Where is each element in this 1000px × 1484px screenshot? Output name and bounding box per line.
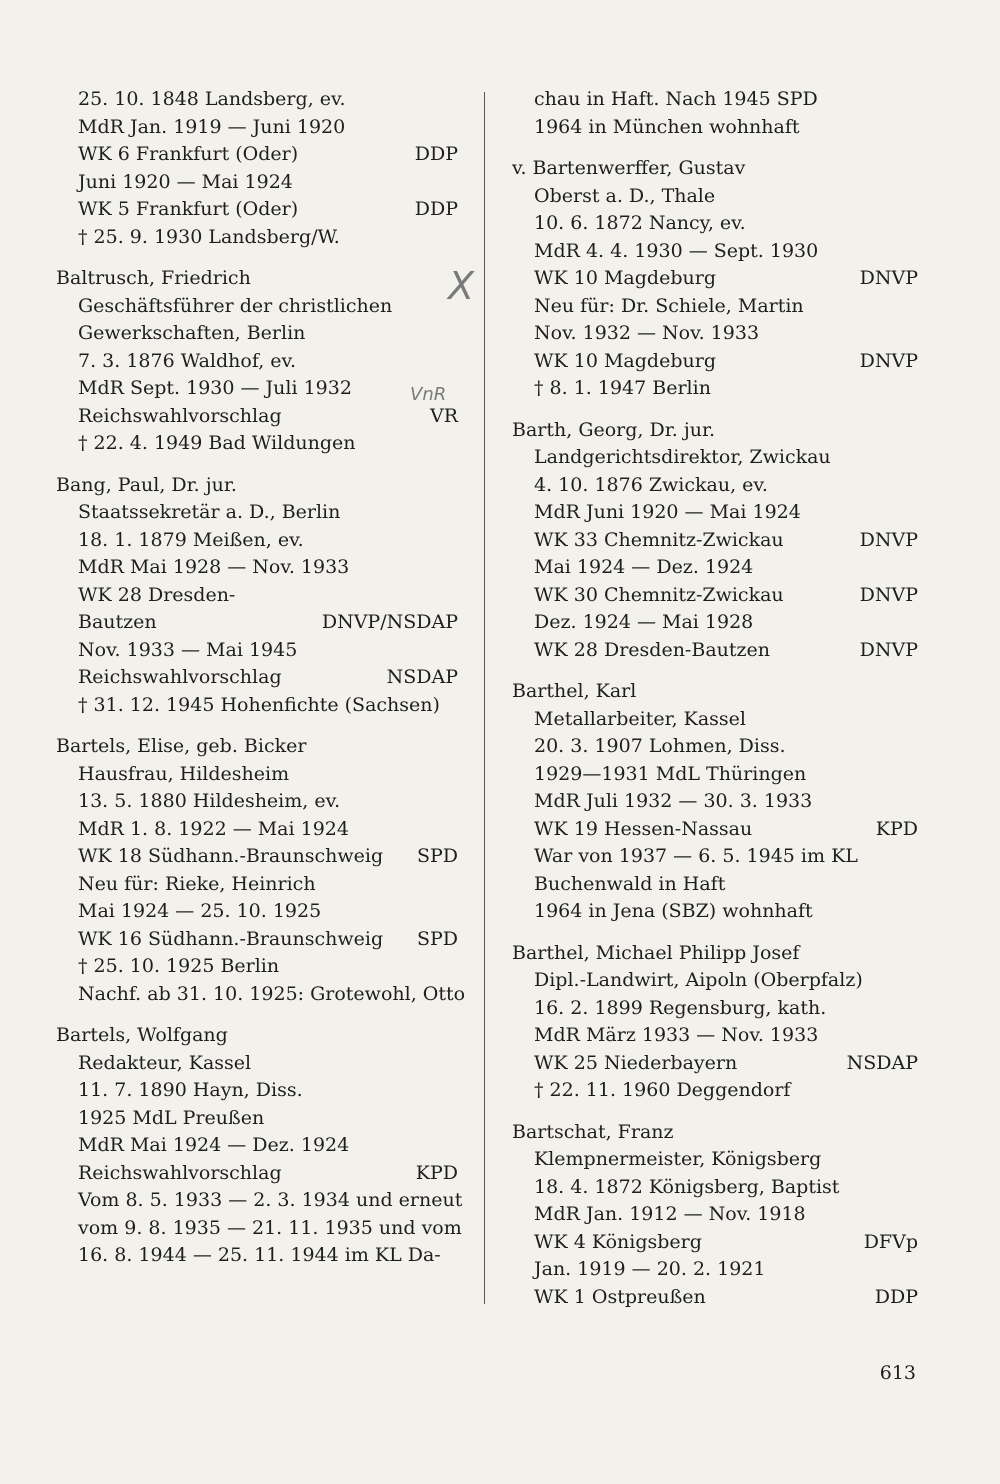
entry-detail-line <box>512 967 918 995</box>
entry-detail-line <box>56 981 466 1009</box>
line-text: Reichswahlvorschlag <box>78 1161 282 1184</box>
entry-detail-line <box>56 196 458 224</box>
line-text: Baltrusch, Friedrich <box>56 267 251 289</box>
entry-detail-line <box>56 609 458 637</box>
line-text: Bautzen <box>78 611 157 633</box>
entry-detail-line <box>56 664 458 692</box>
line-text: Mai 1924 — Dez. 1924 <box>534 556 754 578</box>
entry-detail-line <box>56 1105 458 1133</box>
line-text: MdR Juni 1920 — Mai 1924 <box>534 501 801 523</box>
party-label: DNVP <box>859 349 918 372</box>
line-text: WK 16 Südhann.-Braunschweig <box>78 927 384 950</box>
entry-detail-line <box>56 403 458 431</box>
entry-detail-line <box>56 761 458 789</box>
entry-detail-line <box>56 871 458 899</box>
entry-detail-line <box>512 706 918 734</box>
entry-name-line <box>512 1119 918 1147</box>
line-text: Oberst a. D., Thale <box>534 184 716 207</box>
line-text: WK 5 Frankfurt (Oder) <box>78 198 299 220</box>
column-divider <box>484 92 485 1304</box>
entry-detail-line <box>512 1050 918 1078</box>
entry-detail-line <box>512 293 918 321</box>
entry-detail-line <box>56 1132 458 1160</box>
entry-detail-line <box>512 898 918 926</box>
entry-detail-line <box>512 871 918 899</box>
line-text: MdR Jan. 1919 — Juni 1920 <box>78 115 346 138</box>
entry-detail-line <box>512 1022 918 1050</box>
line-text: Bartschat, Franz <box>512 1120 674 1143</box>
line-text: MdR Sept. 1930 — Juli 1932 <box>78 377 352 399</box>
line-text: 16. 8. 1944 — 25. 11. 1944 im KL Da- <box>78 1244 441 1266</box>
line-text: vom 9. 8. 1935 — 21. 11. 1935 und vom <box>78 1216 462 1239</box>
party-label: DFVp <box>863 1230 918 1253</box>
line-text: 7. 3. 1876 Waldhof, ev. <box>78 349 297 372</box>
line-text: Reichswahlvorschlag <box>78 666 282 688</box>
line-text: Barthel, Michael Philipp Josef <box>512 941 800 964</box>
entry-detail-line <box>512 472 918 500</box>
line-text: Redakteur, Kassel <box>78 1051 252 1074</box>
line-text: 18. 1. 1879 Meißen, ev. <box>78 528 304 551</box>
party-label: DNVP/NSDAP <box>321 611 458 633</box>
line-text: Bartels, Wolfgang <box>56 1024 228 1046</box>
entry-detail-line <box>512 995 918 1023</box>
line-text: 1964 in München wohnhaft <box>534 115 800 138</box>
line-text: MdR 4. 4. 1930 — Sept. 1930 <box>534 239 819 262</box>
entry-detail-line <box>56 293 458 321</box>
entry-detail-line <box>56 320 458 348</box>
line-text: Bartels, Elise, geb. Bicker <box>56 735 307 757</box>
line-text: MdR Mai 1924 — Dez. 1924 <box>78 1134 350 1156</box>
entry-detail-line <box>512 1284 918 1312</box>
line-text: WK 30 Chemnitz-Zwickau <box>534 583 784 606</box>
line-text: Hausfrau, Hildesheim <box>78 762 290 785</box>
party-label: KPD <box>875 817 918 840</box>
line-text: 20. 3. 1907 Lohmen, Diss. <box>534 735 786 757</box>
entry-detail-line <box>56 114 458 142</box>
party-label: DNVP <box>859 638 918 661</box>
line-text: WK 10 Magdeburg <box>534 349 716 372</box>
line-text: WK 4 Königsberg <box>534 1230 702 1253</box>
entry-detail-line <box>512 86 918 114</box>
entry-detail-line <box>512 788 918 816</box>
line-text: MdR Jan. 1912 — Nov. 1918 <box>534 1203 806 1225</box>
entry-detail-line <box>56 788 458 816</box>
entry-detail-line <box>56 554 458 582</box>
biography-entry <box>512 1119 918 1312</box>
entry-detail-line <box>512 1077 918 1105</box>
line-text: 4. 10. 1876 Zwickau, ev. <box>534 473 768 496</box>
line-text: Neu für: Dr. Schiele, Martin <box>534 294 804 317</box>
line-text: Nov. 1932 — Nov. 1933 <box>534 322 760 344</box>
line-text: † 31. 12. 1945 Hohenfichte (Sachsen) <box>78 693 440 716</box>
entry-detail-line <box>56 348 458 376</box>
biography-entry <box>512 86 918 141</box>
party-label: NSDAP <box>846 1051 918 1074</box>
line-text: 1925 MdL Preußen <box>78 1106 265 1129</box>
line-text: † 22. 11. 1960 Deggendorf <box>534 1079 791 1101</box>
entry-detail-line <box>512 554 918 582</box>
line-text: 10. 6. 1872 Nancy, ev. <box>534 212 746 234</box>
entry-detail-line <box>56 430 458 458</box>
line-text: Bang, Paul, Dr. jur. <box>56 473 237 496</box>
right-column <box>512 86 918 1325</box>
entry-detail-line <box>512 1229 918 1257</box>
line-text: v. Bartenwerffer, Gustav <box>512 157 746 179</box>
line-text: Nov. 1933 — Mai 1945 <box>78 638 298 661</box>
biography-entry <box>512 155 918 403</box>
party-label: VR <box>429 404 458 427</box>
line-text: † 25. 9. 1930 Landsberg/W. <box>78 225 340 248</box>
entry-detail-line <box>56 527 458 555</box>
line-text: 16. 2. 1899 Regensburg, kath. <box>534 996 827 1019</box>
line-text: WK 28 Dresden- <box>78 583 236 606</box>
line-text: Gewerkschaften, Berlin <box>78 322 306 344</box>
entry-detail-line <box>512 816 918 844</box>
entry-detail-line <box>512 637 918 665</box>
line-text: 11. 7. 1890 Hayn, Diss. <box>78 1079 303 1101</box>
line-text: Buchenwald in Haft <box>534 872 726 895</box>
entry-detail-line <box>512 582 918 610</box>
entry-detail-line <box>56 692 458 720</box>
line-text: WK 33 Chemnitz-Zwickau <box>534 528 784 551</box>
entry-detail-line <box>56 1215 462 1243</box>
line-text: MdR Mai 1928 — Nov. 1933 <box>78 556 350 578</box>
entry-detail-line <box>512 348 918 376</box>
entry-detail-line <box>56 953 458 981</box>
party-label: DDP <box>414 143 458 165</box>
entry-detail-line <box>56 169 458 197</box>
left-column <box>56 86 466 1284</box>
entry-detail-line <box>512 733 918 761</box>
line-text: 1964 in Jena (SBZ) wohnhaft <box>534 900 813 922</box>
entry-detail-line <box>512 527 918 555</box>
line-text: Metallarbeiter, Kassel <box>534 707 747 730</box>
entry-detail-line <box>512 375 918 403</box>
line-text: War von 1937 — 6. 5. 1945 im KL <box>534 845 858 867</box>
line-text: WK 18 Südhann.-Braunschweig <box>78 845 384 867</box>
entry-detail-line <box>56 499 458 527</box>
entry-name-line <box>56 472 458 500</box>
line-text: Barth, Georg, Dr. jur. <box>512 418 715 441</box>
entry-detail-line <box>56 582 458 610</box>
line-text: WK 1 Ostpreußen <box>534 1285 706 1308</box>
entry-name-line <box>56 265 458 293</box>
entry-name-line <box>512 155 918 183</box>
party-label: DDP <box>874 1285 918 1308</box>
line-text: Neu für: Rieke, Heinrich <box>78 872 316 895</box>
biography-entry <box>56 1022 463 1270</box>
line-text: † 22. 4. 1949 Bad Wildungen <box>78 432 356 454</box>
line-text: MdR März 1933 — Nov. 1933 <box>534 1024 819 1046</box>
party-label: NSDAP <box>386 666 458 688</box>
line-text: WK 10 Magdeburg <box>534 267 716 289</box>
entry-detail-line <box>512 114 918 142</box>
party-label: KPD <box>415 1161 458 1184</box>
entry-name-line <box>512 940 918 968</box>
entry-detail-line <box>56 1242 458 1270</box>
entry-detail-line <box>512 238 918 266</box>
line-text: Barthel, Karl <box>512 680 637 702</box>
entry-detail-line <box>512 265 918 293</box>
line-text: Klempnermeister, Königsberg <box>534 1148 822 1170</box>
line-text: MdR 1. 8. 1922 — Mai 1924 <box>78 817 349 840</box>
entry-detail-line <box>512 1256 918 1284</box>
line-text: Mai 1924 — 25. 10. 1925 <box>78 900 322 922</box>
entry-detail-line <box>512 444 918 472</box>
line-text: Dipl.-Landwirt, Aipoln (Oberpfalz) <box>534 969 863 991</box>
entry-name-line <box>512 417 918 445</box>
party-label: SPD <box>416 927 458 950</box>
entry-detail-line <box>512 499 918 527</box>
party-label: SPD <box>416 845 458 867</box>
biography-entry <box>56 86 458 251</box>
entry-detail-line <box>56 141 458 169</box>
line-text: Landgerichtsdirektor, Zwickau <box>534 446 831 468</box>
handwritten-vnr-mark: VnR <box>410 384 447 405</box>
entry-detail-line <box>512 183 918 211</box>
biography-entry <box>512 940 918 1105</box>
line-text: Nachf. ab 31. 10. 1925: Grotewohl, Otto <box>78 982 466 1005</box>
line-text: Juni 1920 — Mai 1924 <box>78 170 293 193</box>
line-text: Geschäftsführer der christlichen <box>78 294 393 317</box>
entry-detail-line <box>512 1174 918 1202</box>
entry-detail-line <box>56 1160 458 1188</box>
handwritten-x-mark: X <box>448 264 475 308</box>
line-text: WK 25 Niederbayern <box>534 1051 738 1074</box>
page-number: 613 <box>879 1362 916 1384</box>
entry-detail-line <box>56 1187 463 1215</box>
line-text: † 25. 10. 1925 Berlin <box>78 955 280 977</box>
biography-entry <box>56 472 458 720</box>
entry-detail-line <box>56 1050 458 1078</box>
entry-detail-line <box>512 761 918 789</box>
line-text: chau in Haft. Nach 1945 SPD <box>534 88 818 110</box>
entry-detail-line <box>512 210 918 238</box>
biography-entry <box>512 678 918 926</box>
entry-detail-line <box>512 843 918 871</box>
line-text: 18. 4. 1872 Königsberg, Baptist <box>534 1175 840 1198</box>
line-text: Vom 8. 5. 1933 — 2. 3. 1934 und erneut <box>78 1189 463 1211</box>
biography-entry <box>56 265 458 458</box>
entry-detail-line <box>56 637 458 665</box>
line-text: † 8. 1. 1947 Berlin <box>534 377 711 399</box>
entry-detail-line <box>56 224 458 252</box>
entry-name-line <box>512 678 918 706</box>
line-text: WK 19 Hessen-Nassau <box>534 817 753 840</box>
line-text: Jan. 1919 — 20. 2. 1921 <box>534 1258 766 1280</box>
party-label: DDP <box>414 198 458 220</box>
line-text: MdR Juli 1932 — 30. 3. 1933 <box>534 790 813 812</box>
party-label: DNVP <box>859 583 918 606</box>
party-label: DNVP <box>859 267 918 289</box>
line-text: WK 28 Dresden-Bautzen <box>534 638 771 661</box>
entry-detail-line <box>56 816 458 844</box>
line-text: Reichswahlvorschlag <box>78 404 282 427</box>
entry-detail-line <box>512 1201 918 1229</box>
line-text: Staatssekretär a. D., Berlin <box>78 501 341 523</box>
entry-name-line <box>56 733 458 761</box>
entry-detail-line <box>512 1146 918 1174</box>
line-text: WK 6 Frankfurt (Oder) <box>78 143 299 165</box>
entry-detail-line <box>56 86 458 114</box>
entry-detail-line <box>56 1077 458 1105</box>
entry-detail-line <box>56 843 458 871</box>
entry-detail-line <box>56 375 458 403</box>
line-text: Dez. 1924 — Mai 1928 <box>534 611 754 633</box>
entry-detail-line <box>56 898 458 926</box>
biography-entry <box>56 733 466 1008</box>
entry-name-line <box>56 1022 458 1050</box>
line-text: 1929—1931 MdL Thüringen <box>534 762 807 785</box>
entry-detail-line <box>512 609 918 637</box>
line-text: 25. 10. 1848 Landsberg, ev. <box>78 88 346 110</box>
entry-detail-line <box>56 926 458 954</box>
line-text: 13. 5. 1880 Hildesheim, ev. <box>78 790 341 812</box>
party-label: DNVP <box>859 528 918 551</box>
biography-entry <box>512 417 918 665</box>
entry-detail-line <box>512 320 918 348</box>
